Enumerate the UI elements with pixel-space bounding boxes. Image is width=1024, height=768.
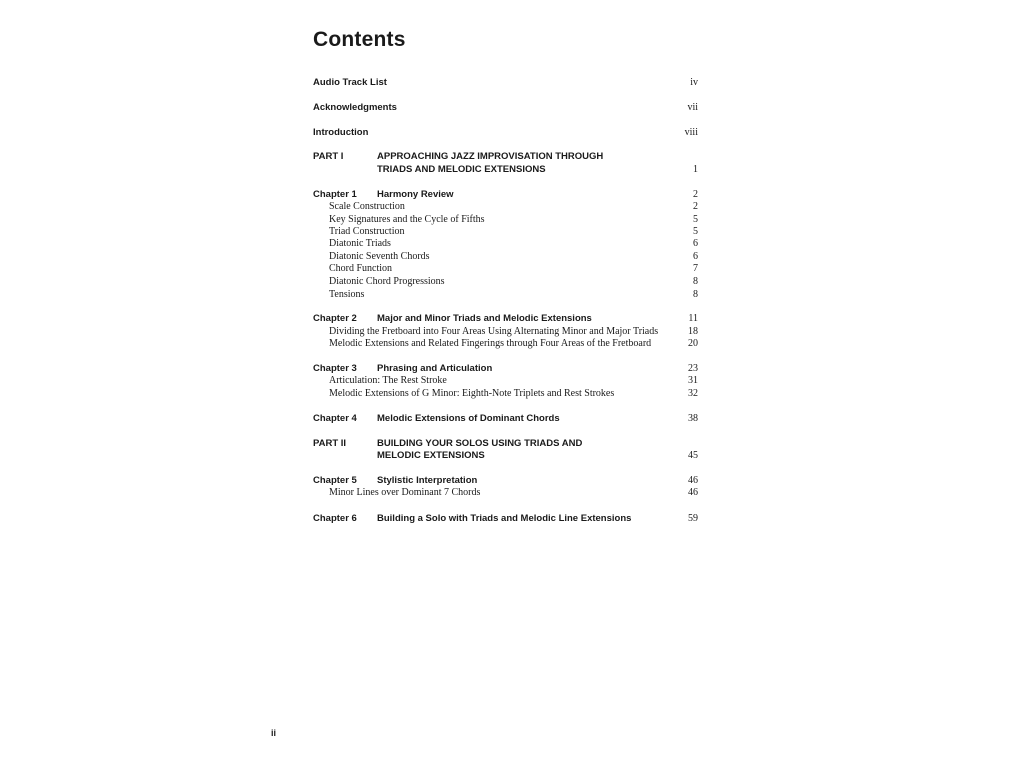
page-number: 8 <box>693 276 698 287</box>
chapter-title: Building a Solo with Triads and Melodic Line Extensions <box>377 513 632 524</box>
page-number: 6 <box>693 251 698 262</box>
chapter-label: Chapter 5 <box>313 475 357 486</box>
part-label: PART II <box>313 438 347 449</box>
section-title: Melodic Extensions and Related Fingerings through Four Areas of the Fretboard <box>329 338 652 349</box>
toc-part-1[interactable] <box>313 150 698 163</box>
toc-entry-audio-track-list[interactable] <box>313 76 698 89</box>
section-title: Diatonic Seventh Chords <box>329 251 430 262</box>
section-title: Minor Lines over Dominant 7 Chords <box>329 487 481 498</box>
part-title-line-1: BUILDING YOUR SOLOS USING TRIADS AND <box>377 438 583 449</box>
chapter-title: Phrasing and Articulation <box>377 363 493 374</box>
page-number: 31 <box>688 375 698 386</box>
chapter-label: Chapter 6 <box>313 513 357 524</box>
entry-title: Audio Track List <box>313 77 387 88</box>
chapter-title: Melodic Extensions of Dominant Chords <box>377 413 560 424</box>
toc-section[interactable] <box>313 374 698 387</box>
section-title: Articulation: The Rest Stroke <box>329 375 447 386</box>
section-title: Key Signatures and the Cycle of Fifths <box>329 214 485 225</box>
toc-entry-acknowledgments[interactable] <box>313 101 698 114</box>
part-title-line-1: APPROACHING JAZZ IMPROVISATION THROUGH <box>377 151 604 162</box>
page-number: 45 <box>688 450 698 461</box>
page-title: Contents <box>313 28 406 51</box>
toc-section[interactable] <box>313 237 698 250</box>
part-label: PART I <box>313 151 344 162</box>
page-number: 18 <box>688 326 698 337</box>
page-number: 8 <box>693 289 698 300</box>
toc-section[interactable] <box>313 486 698 499</box>
page-number: 1 <box>693 164 698 175</box>
chapter-label: Chapter 4 <box>313 413 357 424</box>
section-title: Melodic Extensions of G Minor: Eighth-Note Triplets and Rest Strokes <box>329 388 615 399</box>
page-number: 5 <box>693 226 698 237</box>
chapter-label: Chapter 2 <box>313 313 357 324</box>
page-folio-number: ii <box>271 728 277 738</box>
toc-section[interactable] <box>313 387 698 400</box>
page-number: viii <box>684 127 698 138</box>
toc-section[interactable] <box>313 275 698 288</box>
page-number: 23 <box>688 363 698 374</box>
page-number: 11 <box>688 313 698 324</box>
part-title-line-2: TRIADS AND MELODIC EXTENSIONS <box>377 164 546 175</box>
entry-title: Introduction <box>313 127 369 138</box>
section-title: Chord Function <box>329 263 393 274</box>
page-number: 46 <box>688 475 698 486</box>
toc-entry-introduction[interactable] <box>313 126 698 139</box>
section-title: Tensions <box>329 289 365 300</box>
page-number: 20 <box>688 338 698 349</box>
section-title: Triad Construction <box>329 226 405 237</box>
page-number: 2 <box>693 201 698 212</box>
toc-section[interactable] <box>313 200 698 213</box>
chapter-label: Chapter 1 <box>313 189 357 200</box>
page-number: iv <box>690 77 698 88</box>
toc-part-1-cont[interactable] <box>313 163 698 176</box>
toc-section[interactable] <box>313 288 698 301</box>
page-number: 5 <box>693 214 698 225</box>
toc-chapter-4[interactable] <box>313 412 698 425</box>
toc-part-2-cont[interactable] <box>313 449 698 462</box>
section-title: Diatonic Chord Progressions <box>329 276 445 287</box>
page-number: 32 <box>688 388 698 399</box>
chapter-title: Major and Minor Triads and Melodic Extensions <box>377 313 592 324</box>
toc-chapter-2[interactable] <box>313 312 698 325</box>
toc-chapter-6[interactable] <box>313 512 698 525</box>
toc-section[interactable] <box>313 262 698 275</box>
chapter-title: Harmony Review <box>377 189 454 200</box>
section-title: Scale Construction <box>329 201 405 212</box>
page-number: 59 <box>688 513 698 524</box>
section-title: Diatonic Triads <box>329 238 391 249</box>
page-number: 7 <box>693 263 698 274</box>
chapter-label: Chapter 3 <box>313 363 357 374</box>
part-title-line-2: MELODIC EXTENSIONS <box>377 450 485 461</box>
page-number: 2 <box>693 189 698 200</box>
page-number: 46 <box>688 487 698 498</box>
chapter-title: Stylistic Interpretation <box>377 475 478 486</box>
page-number: vii <box>687 102 698 113</box>
page-number: 6 <box>693 238 698 249</box>
toc-section[interactable] <box>313 337 698 350</box>
page-number: 38 <box>688 413 698 424</box>
section-title: Dividing the Fretboard into Four Areas Using Alternating Minor and Major Triads <box>329 326 659 337</box>
entry-title: Acknowledgments <box>313 102 397 113</box>
